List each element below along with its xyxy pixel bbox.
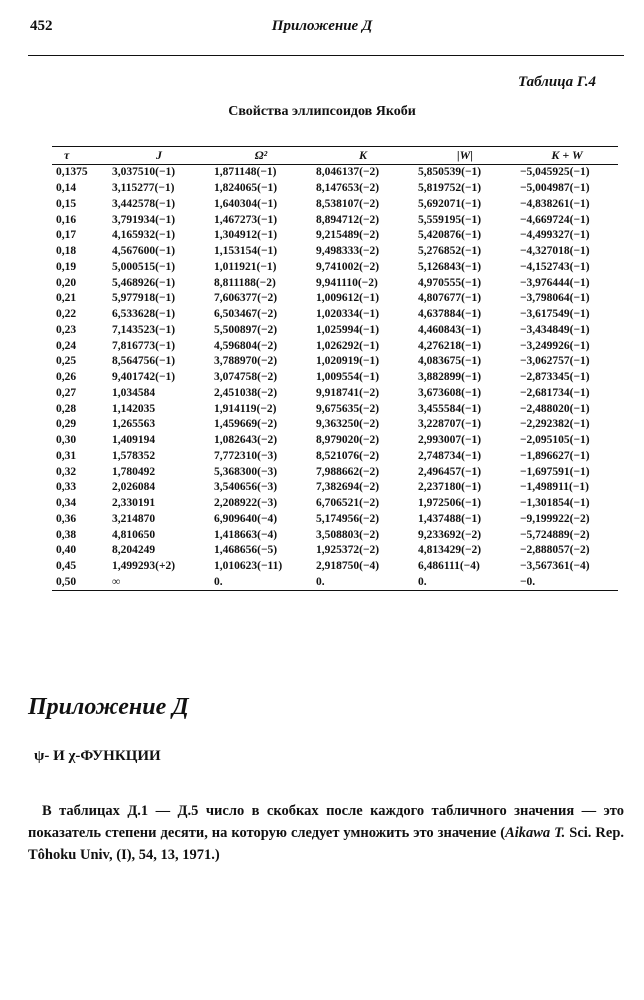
table-cell: 0,45 <box>56 560 77 573</box>
table-row <box>52 480 618 496</box>
table-cell: 4,276218(−1) <box>418 339 482 352</box>
table-cell: 3,228707(−1) <box>418 418 482 431</box>
table-cell: 1,640304(−1) <box>214 197 278 210</box>
table-cell: 2,026084 <box>112 481 156 494</box>
table-cell: 0,24 <box>56 339 77 352</box>
table-cell: 1,010623(−11) <box>214 560 283 573</box>
table-cell: 1,578352 <box>112 449 156 462</box>
table-cell: 3,673608(−1) <box>418 386 482 399</box>
table-cell: 8,046137(−2) <box>316 166 380 179</box>
table-cell: 8,538107(−2) <box>316 197 380 210</box>
table-row <box>52 575 618 591</box>
table-row <box>52 512 618 528</box>
paragraph-text-a: В таблицах Д.1 — Д.5 число в скобках после каждого табличного значения — это показатель степени десяти, на которую следует умножить это значение ( <box>28 803 624 841</box>
table-cell: 5,559195(−1) <box>418 213 482 226</box>
table-cell: 4,813429(−2) <box>418 544 482 557</box>
table-cell: 1,409194 <box>112 434 156 447</box>
table-cell: 1,925372(−2) <box>316 544 380 557</box>
table-cell: 6,533628(−1) <box>112 308 176 321</box>
column-header: J <box>108 147 210 165</box>
table-row <box>52 244 618 260</box>
table-cell: 1,020334(−1) <box>316 308 380 321</box>
table-cell: 1,459669(−2) <box>214 418 278 431</box>
table-cell: −1,301854(−1) <box>520 497 590 510</box>
table-cell: 8,147653(−2) <box>316 182 380 195</box>
table-cell: 0. <box>210 575 312 591</box>
table-cell: 3,442578(−1) <box>112 197 176 210</box>
table-cell: 4,637884(−1) <box>418 308 482 321</box>
table-cell: −1,896627(−1) <box>520 449 590 462</box>
table-cell: 4,083675(−1) <box>418 355 482 368</box>
table-cell: 8,204249 <box>112 544 156 557</box>
column-header: τ <box>52 147 108 165</box>
table-row <box>52 401 618 417</box>
table-cell: 4,460843(−1) <box>418 323 482 336</box>
table-cell: 8,564756(−1) <box>112 355 176 368</box>
table-row <box>52 433 618 449</box>
table-cell: 0,1375 <box>56 166 88 179</box>
table-cell: 1,304912(−1) <box>214 229 278 242</box>
header-rule <box>28 55 624 56</box>
table-cell: 0,33 <box>56 481 77 494</box>
table-cell: −3,617549(−1) <box>520 308 590 321</box>
table-cell: 2,237180(−1) <box>418 481 482 494</box>
table-cell: ∞ <box>108 575 210 591</box>
table-cell: 3,115277(−1) <box>112 182 175 195</box>
table-cell: 1,142035 <box>112 402 156 415</box>
table-cell: −0. <box>516 575 618 591</box>
table-cell: 5,500897(−2) <box>214 323 278 336</box>
table-cell: −2,873345(−1) <box>520 371 590 384</box>
table-row <box>52 370 618 386</box>
table-cell: 1,265563 <box>112 418 156 431</box>
table-row <box>52 527 618 543</box>
table-cell: 4,810650 <box>112 528 156 541</box>
table-cell: 2,993007(−1) <box>418 434 482 447</box>
appendix-heading: Приложение Д <box>28 694 189 720</box>
table-cell: −4,838261(−1) <box>520 197 590 210</box>
table-cell: 1,871148(−1) <box>214 166 277 179</box>
table-cell: 0,32 <box>56 465 77 478</box>
table-cell: −1,697591(−1) <box>520 465 590 478</box>
table-label: Таблица Г.4 <box>517 74 596 90</box>
table-cell: −3,249926(−1) <box>520 339 590 352</box>
table-cell: 7,143523(−1) <box>112 323 176 336</box>
table-cell: 5,276852(−1) <box>418 245 482 258</box>
table-cell: 1,972506(−1) <box>418 497 482 510</box>
table-row <box>52 323 618 339</box>
table-cell: 5,850539(−1) <box>418 166 482 179</box>
table-cell: 9,215489(−2) <box>316 229 380 242</box>
table-cell: 0,18 <box>56 245 77 258</box>
table-cell: 8,811188(−2) <box>214 276 276 289</box>
table-row <box>52 559 618 575</box>
table-cell: 0,40 <box>56 544 77 557</box>
table-cell: 0. <box>414 575 516 591</box>
table-row <box>52 496 618 512</box>
table-cell: −4,327018(−1) <box>520 245 590 258</box>
paragraph-author: Aikawa T. <box>505 825 566 841</box>
table-cell: 5,174956(−2) <box>316 512 380 525</box>
column-header: |W| <box>414 147 516 165</box>
table-cell: 1,780492 <box>112 465 156 478</box>
table-cell: 8,979020(−2) <box>316 434 380 447</box>
table-cell: −2,095105(−1) <box>520 434 590 447</box>
table-cell: 0. <box>312 575 414 591</box>
table-cell: 0,36 <box>56 512 77 525</box>
jacobi-ellipsoid-table <box>52 146 618 591</box>
table-cell: 4,807677(−1) <box>418 292 482 305</box>
table-cell: 0,27 <box>56 386 77 399</box>
table-cell: 0,21 <box>56 292 77 305</box>
table-cell: 0,25 <box>56 355 77 368</box>
table-cell: 4,567600(−1) <box>112 245 176 258</box>
table-cell: −1,498911(−1) <box>520 481 590 494</box>
table-cell: 1,020919(−1) <box>316 355 380 368</box>
table-cell: 1,026292(−1) <box>316 339 380 352</box>
table-row <box>52 307 618 323</box>
table-cell: 0,19 <box>56 260 77 273</box>
table-cell: 1,082643(−2) <box>214 434 278 447</box>
table-cell: 3,455584(−1) <box>418 402 482 415</box>
table-row <box>52 275 618 291</box>
table-row <box>52 212 618 228</box>
table-cell: 5,692071(−1) <box>418 197 482 210</box>
table-cell: 5,819752(−1) <box>418 182 482 195</box>
table-cell: 2,496457(−1) <box>418 465 482 478</box>
table-cell: −3,798064(−1) <box>520 292 590 305</box>
table-cell: 1,025994(−1) <box>316 323 380 336</box>
section-heading: ψ- И χ-ФУНКЦИИ <box>34 748 161 764</box>
table-cell: 7,988662(−2) <box>316 465 380 478</box>
table-cell: −2,292382(−1) <box>520 418 590 431</box>
table-cell: 4,970555(−1) <box>418 276 482 289</box>
table-cell: 5,468926(−1) <box>112 276 176 289</box>
table-cell: 0,17 <box>56 229 77 242</box>
table-cell: 0,20 <box>56 276 77 289</box>
table-cell: 6,503467(−2) <box>214 308 278 321</box>
table-cell: 9,363250(−2) <box>316 418 380 431</box>
table-cell: 2,451038(−2) <box>214 386 278 399</box>
table-cell: 9,941110(−2) <box>316 276 378 289</box>
table-cell: 5,368300(−3) <box>214 465 278 478</box>
table-cell: −4,152743(−1) <box>520 260 590 273</box>
table-cell: 0,34 <box>56 497 77 510</box>
table-cell: 0,29 <box>56 418 77 431</box>
table-cell: 4,596804(−2) <box>214 339 278 352</box>
table-cell: 7,816773(−1) <box>112 339 176 352</box>
table-row <box>52 543 618 559</box>
page-number: 452 <box>30 18 53 34</box>
table-cell: 7,382694(−2) <box>316 481 380 494</box>
table-cell: 9,918741(−2) <box>316 386 380 399</box>
table-cell: 9,233692(−2) <box>418 528 482 541</box>
paragraph-text-b: Sci. Rep. Tôhoku Univ, (I), 54, 13, 1971.) <box>28 825 625 863</box>
table-cell: 1,034584 <box>112 386 156 399</box>
table-cell: 0,30 <box>56 434 77 447</box>
table-cell: 0,23 <box>56 323 77 336</box>
table-cell: −2,681734(−1) <box>520 386 590 399</box>
table-cell: 1,467273(−1) <box>214 213 278 226</box>
table-cell: 0,28 <box>56 402 77 415</box>
table-row <box>52 386 618 402</box>
table-title: Свойства эллипсоидов Якоби <box>228 104 416 119</box>
table-cell: 8,894712(−2) <box>316 213 380 226</box>
column-header: K + W <box>516 147 618 165</box>
table-cell: 0,38 <box>56 528 77 541</box>
table-cell: −3,567361(−4) <box>520 560 590 573</box>
table-cell: −5,045925(−1) <box>520 166 590 179</box>
table-row <box>52 181 618 197</box>
table-cell: 1,824065(−1) <box>214 182 278 195</box>
table-cell: 2,918750(−4) <box>316 560 380 573</box>
table-cell: 3,074758(−2) <box>214 371 278 384</box>
table-row <box>52 417 618 433</box>
table-cell: 2,208922(−3) <box>214 497 278 510</box>
table-cell: 3,882899(−1) <box>418 371 482 384</box>
table-row <box>52 354 618 370</box>
table-cell: −5,724889(−2) <box>520 528 590 541</box>
table-cell: 1,009612(−1) <box>316 292 380 305</box>
table-cell: 1,468656(−5) <box>214 544 278 557</box>
table-row <box>52 449 618 465</box>
table-cell: 5,420876(−1) <box>418 229 482 242</box>
table-row <box>52 165 618 181</box>
table-cell: 1,009554(−1) <box>316 371 380 384</box>
table-cell: 6,486111(−4) <box>418 560 480 573</box>
table-cell: 9,498333(−2) <box>316 245 380 258</box>
table-cell: 9,401742(−1) <box>112 371 176 384</box>
table-cell: −3,434849(−1) <box>520 323 590 336</box>
table-cell: 3,037510(−1) <box>112 166 176 179</box>
table-cell: 0,26 <box>56 371 77 384</box>
table-cell: 3,214870 <box>112 512 156 525</box>
table-cell: 5,126843(−1) <box>418 260 482 273</box>
table-row <box>52 464 618 480</box>
table-cell: −3,062757(−1) <box>520 355 590 368</box>
column-header: K <box>312 147 414 165</box>
table-row <box>52 338 618 354</box>
table-cell: −4,669724(−1) <box>520 213 590 226</box>
table-cell: 0,15 <box>56 197 77 210</box>
table-cell: 0,14 <box>56 182 77 195</box>
table-cell: 6,909640(−4) <box>214 512 278 525</box>
table-cell: 0,50 <box>52 575 108 591</box>
table-cell: 1,418663(−4) <box>214 528 278 541</box>
table-cell: −3,976444(−1) <box>520 276 590 289</box>
table-cell: 1,153154(−1) <box>214 245 278 258</box>
table-cell: 3,540656(−3) <box>214 481 278 494</box>
column-header: Ω² <box>210 147 312 165</box>
table-cell: −9,199922(−2) <box>520 512 590 525</box>
table-row <box>52 260 618 276</box>
table-cell: 1,499293(+2) <box>112 560 176 573</box>
table-cell: 4,165932(−1) <box>112 229 176 242</box>
table-cell: −4,499327(−1) <box>520 229 590 242</box>
table-cell: 0,16 <box>56 213 77 226</box>
table-cell: 0,31 <box>56 449 77 462</box>
table-cell: 5,977918(−1) <box>112 292 176 305</box>
table-cell: 3,788970(−2) <box>214 355 278 368</box>
table-cell: 2,330191 <box>112 497 156 510</box>
table-cell: 3,791934(−1) <box>112 213 176 226</box>
table-cell: 9,675635(−2) <box>316 402 380 415</box>
table-cell: 1,437488(−1) <box>418 512 482 525</box>
table-cell: 7,772310(−3) <box>214 449 278 462</box>
table-cell: 9,741002(−2) <box>316 260 380 273</box>
table-row <box>52 228 618 244</box>
table-cell: 3,508803(−2) <box>316 528 380 541</box>
table-row <box>52 197 618 213</box>
table-cell: 8,521076(−2) <box>316 449 380 462</box>
table-cell: 1,914119(−2) <box>214 402 277 415</box>
table-row <box>52 291 618 307</box>
table-cell: 6,706521(−2) <box>316 497 380 510</box>
running-head: Приложение Д <box>271 18 373 34</box>
table-cell: 0,22 <box>56 308 77 321</box>
table-cell: 5,000515(−1) <box>112 260 176 273</box>
table-cell: −2,888057(−2) <box>520 544 590 557</box>
table-cell: −2,488020(−1) <box>520 402 590 415</box>
table-cell: 2,748734(−1) <box>418 449 482 462</box>
table-cell: 7,606377(−2) <box>214 292 278 305</box>
table-header-row <box>52 147 618 165</box>
table-body <box>52 165 618 591</box>
intro-paragraph <box>28 800 624 866</box>
table-cell: 1,011921(−1) <box>214 260 277 273</box>
table-cell: −5,004987(−1) <box>520 182 590 195</box>
